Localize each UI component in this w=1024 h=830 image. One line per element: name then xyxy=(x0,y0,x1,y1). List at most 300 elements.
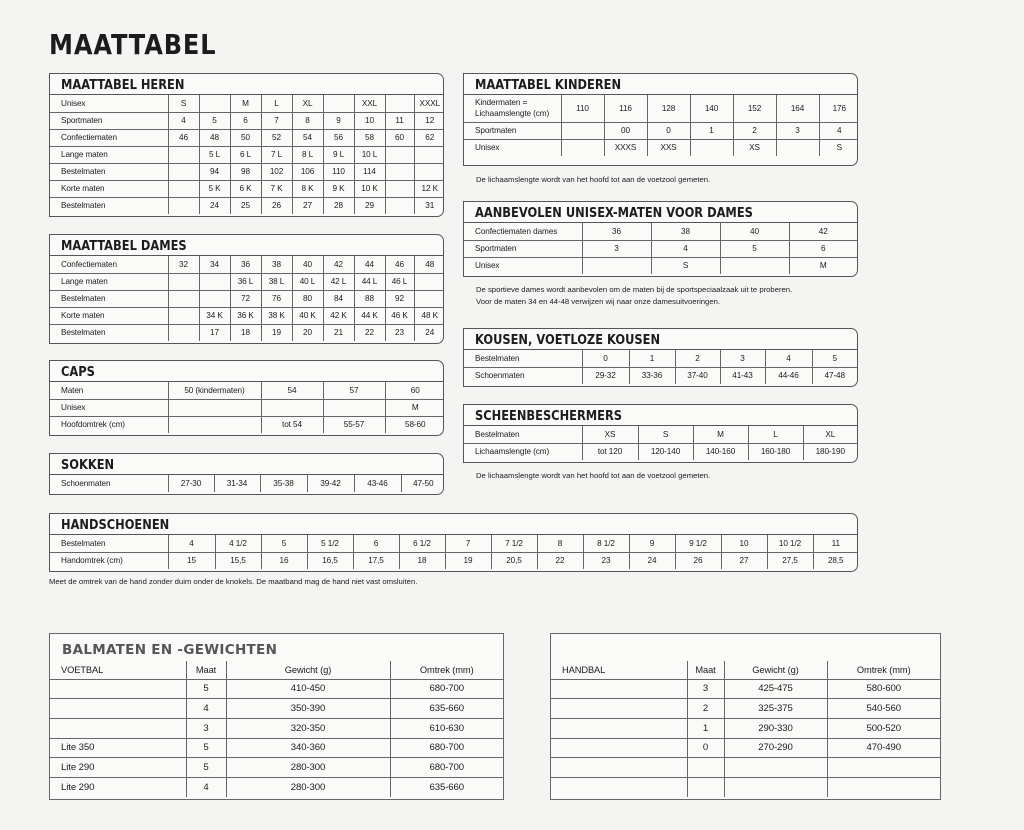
table-cell: 6 xyxy=(353,535,399,552)
table-row xyxy=(551,718,940,738)
table-cell: 9 1/2 xyxy=(675,535,721,552)
table-cell: 3 xyxy=(687,679,724,699)
table-cell: 5 1/2 xyxy=(307,535,353,552)
kousen-table-box xyxy=(463,328,858,387)
table-cell: 22 xyxy=(537,552,583,569)
table-cell: 9 xyxy=(323,112,354,129)
table-cell: 340-360 xyxy=(226,738,390,758)
table-cell: tot 120 xyxy=(582,443,638,460)
table-cell: 102 xyxy=(261,163,292,180)
table-cell: Maat xyxy=(186,661,226,679)
table-cell xyxy=(551,738,687,758)
table-cell: Bestelmaten xyxy=(464,350,582,367)
table-cell: 29 xyxy=(354,197,385,214)
table-cell: 110 xyxy=(561,95,604,122)
table-cell xyxy=(50,718,186,738)
table-cell: Sportmaten xyxy=(464,122,561,139)
table-cell: XXXL xyxy=(419,98,441,108)
table-cell: 6 xyxy=(789,240,857,257)
table-cell: 58 xyxy=(354,129,385,146)
balmaten-title: BALMATEN EN -GEWICHTEN xyxy=(62,642,278,658)
table-cell: 28 xyxy=(323,197,354,214)
table-cell xyxy=(551,679,687,699)
table-cell: 41-43 xyxy=(720,367,765,384)
table-cell: Unisex xyxy=(50,399,168,416)
table-cell: 44-46 xyxy=(765,367,812,384)
table-cell xyxy=(385,95,414,112)
table-cell: 88 xyxy=(354,290,385,307)
table-cell: 52 xyxy=(261,129,292,146)
table-row xyxy=(551,758,940,778)
table-cell: 46 K xyxy=(385,307,414,324)
table-cell: 40 xyxy=(292,256,323,273)
table-cell: 680-700 xyxy=(390,679,503,699)
table-row xyxy=(50,758,503,778)
scheen-note: De lichaamslengte wordt van het hoofd tot aan de voetzool gemeten. xyxy=(476,471,711,480)
table-cell: 48 xyxy=(199,129,230,146)
table-cell: 98 xyxy=(230,163,261,180)
table-cell: 16 xyxy=(261,552,307,569)
table-cell: 46 L xyxy=(385,273,414,290)
table-cell: 11 xyxy=(385,112,414,129)
table-cell: 320-350 xyxy=(226,718,390,738)
table-cell xyxy=(827,758,940,778)
table-row xyxy=(551,699,940,719)
table-cell xyxy=(687,777,724,797)
table-cell: Confectiematen dames xyxy=(464,223,582,240)
caps-table-box xyxy=(49,360,444,436)
table-row xyxy=(50,535,858,552)
table-cell xyxy=(582,257,651,274)
table-cell: 5 K xyxy=(199,180,230,197)
table-cell xyxy=(199,95,230,112)
table-cell: Bestelmaten xyxy=(50,163,168,180)
table-cell xyxy=(323,399,385,416)
table-cell: 38 xyxy=(651,223,720,240)
table-cell: 22 xyxy=(354,324,385,341)
table-cell: Kindermaten = Lichaamslengte (cm) xyxy=(464,95,561,122)
table-cell: Korte maten xyxy=(50,180,168,197)
table-cell xyxy=(168,273,199,290)
table-cell: 8 xyxy=(292,112,323,129)
table-cell: 3 xyxy=(720,350,765,367)
table-cell: 20 xyxy=(292,324,323,341)
table-cell: 94 xyxy=(199,163,230,180)
table-cell: 48 xyxy=(425,259,435,269)
table-cell: 10 xyxy=(354,112,385,129)
table-cell xyxy=(551,699,687,719)
table-cell: 4 xyxy=(186,699,226,719)
table-cell: 6 L xyxy=(230,146,261,163)
table-cell: 47-48 xyxy=(812,367,857,384)
table-cell: 4 xyxy=(819,122,858,139)
table-cell: 9 xyxy=(629,535,675,552)
voetbal-table xyxy=(50,661,503,797)
table-cell: 280-300 xyxy=(226,777,390,797)
scheen-table xyxy=(464,426,857,460)
table-cell: XXS xyxy=(647,139,690,156)
balmaten-handbal-box xyxy=(550,633,941,800)
table-cell: Unisex xyxy=(464,139,561,156)
table-cell xyxy=(168,146,199,163)
table-cell: XXL xyxy=(354,95,385,112)
table-cell: 500-520 xyxy=(827,718,940,738)
table-row xyxy=(50,699,503,719)
table-cell: 540-560 xyxy=(827,699,940,719)
table-cell: 5 xyxy=(720,240,789,257)
table-row xyxy=(50,382,444,399)
table-cell: 128 xyxy=(647,95,690,122)
table-cell: Sportmaten xyxy=(50,112,168,129)
table-row xyxy=(464,426,857,443)
table-cell: M xyxy=(693,426,748,443)
table-cell: 76 xyxy=(261,290,292,307)
table-cell: 25 xyxy=(230,197,261,214)
table-cell: 280-300 xyxy=(226,758,390,778)
heren-table-box xyxy=(49,73,444,217)
table-row xyxy=(50,197,444,214)
table-cell: 0 xyxy=(582,350,629,367)
table-row xyxy=(464,257,857,274)
table-cell: 1 xyxy=(629,350,675,367)
table-row xyxy=(551,661,940,679)
unisex-dames-table-box xyxy=(463,201,858,277)
table-cell: M xyxy=(385,399,444,416)
table-cell: 6 1/2 xyxy=(399,535,445,552)
table-cell: 10 xyxy=(721,535,767,552)
table-cell: 8 1/2 xyxy=(583,535,629,552)
table-cell: 410-450 xyxy=(226,679,390,699)
table-row xyxy=(50,180,444,197)
table-cell: Lichaamslengte (cm) xyxy=(464,443,582,460)
table-cell: 57 xyxy=(323,382,385,399)
balmaten-voetbal-box xyxy=(49,633,504,800)
table-cell: 16,5 xyxy=(307,552,353,569)
table-cell xyxy=(168,180,199,197)
table-cell: 610-630 xyxy=(390,718,503,738)
unisex-dames-table xyxy=(464,223,857,274)
handschoenen-note: Meet de omtrek van de hand zonder duim onder de knokels. De maatband mag de hand niet vast omsluiten. xyxy=(49,577,418,586)
table-cell: VOETBAL xyxy=(50,661,186,679)
table-cell: 42 K xyxy=(323,307,354,324)
table-cell: 15,5 xyxy=(215,552,261,569)
table-cell: 5 xyxy=(199,112,230,129)
table-cell: Bestelmaten xyxy=(50,197,168,214)
table-cell xyxy=(323,95,354,112)
table-cell: 20,5 xyxy=(491,552,537,569)
table-cell: 17 xyxy=(199,324,230,341)
table-cell: 47-50 xyxy=(413,479,434,488)
table-cell: 42 xyxy=(818,226,828,236)
scheen-title: SCHEENBESCHERMERS xyxy=(464,405,857,426)
table-cell: 290-330 xyxy=(724,718,827,738)
table-cell xyxy=(168,307,199,324)
kousen-table xyxy=(464,350,857,384)
table-cell: 33-36 xyxy=(629,367,675,384)
table-cell: 24 xyxy=(199,197,230,214)
table-cell xyxy=(50,699,186,719)
table-row xyxy=(551,738,940,758)
table-cell: 40 K xyxy=(292,307,323,324)
caps-table xyxy=(50,382,444,433)
table-cell xyxy=(690,139,733,156)
table-cell xyxy=(414,273,444,290)
table-row xyxy=(50,416,444,433)
table-row xyxy=(464,95,858,122)
table-cell: 6 K xyxy=(230,180,261,197)
table-cell: 635-660 xyxy=(390,777,503,797)
table-cell: 27 xyxy=(292,197,323,214)
unisex-dames-note-2: Voor de maten 34 en 44-48 verwijzen wij naar onze damesuitvoeringen. xyxy=(476,297,721,306)
table-cell: 34 xyxy=(199,256,230,273)
table-cell: 58-60 xyxy=(385,416,444,433)
table-cell xyxy=(724,758,827,778)
table-cell: 4 1/2 xyxy=(215,535,261,552)
table-cell xyxy=(385,197,414,214)
table-row xyxy=(50,129,444,146)
table-row xyxy=(464,223,857,240)
table-cell: 54 xyxy=(261,382,323,399)
table-cell xyxy=(414,146,444,163)
table-cell: tot 54 xyxy=(261,416,323,433)
table-cell: 27 xyxy=(721,552,767,569)
table-cell: 21 xyxy=(323,324,354,341)
table-row xyxy=(50,290,444,307)
table-row xyxy=(50,661,503,679)
table-row xyxy=(464,122,858,139)
table-cell: 42 xyxy=(323,256,354,273)
table-cell: Handomtrek (cm) xyxy=(50,552,168,569)
table-cell: 18 xyxy=(399,552,445,569)
table-cell: 40 xyxy=(720,223,789,240)
table-cell: 270-290 xyxy=(724,738,827,758)
table-cell: S xyxy=(819,139,858,156)
table-cell: 9 K xyxy=(323,180,354,197)
table-cell: 19 xyxy=(445,552,491,569)
table-cell: 350-390 xyxy=(226,699,390,719)
table-cell: 5 xyxy=(186,738,226,758)
table-cell: 10 L xyxy=(354,146,385,163)
table-row xyxy=(464,350,857,367)
table-cell: 140 xyxy=(690,95,733,122)
table-cell: S xyxy=(168,95,199,112)
table-row xyxy=(464,139,858,156)
table-cell: 3 xyxy=(776,122,819,139)
table-cell: 8 L xyxy=(292,146,323,163)
table-cell: M xyxy=(230,95,261,112)
table-cell xyxy=(551,758,687,778)
table-cell: 38 xyxy=(261,256,292,273)
table-cell: Omtrek (mm) xyxy=(827,661,940,679)
table-cell: 0 xyxy=(687,738,724,758)
table-cell: 80 xyxy=(292,290,323,307)
table-cell: 72 xyxy=(230,290,261,307)
table-cell: 15 xyxy=(168,552,215,569)
table-cell: 32 xyxy=(168,256,199,273)
page-title: MAATTABEL xyxy=(49,28,217,61)
table-cell xyxy=(720,257,789,274)
table-cell: 5 xyxy=(832,353,837,363)
table-cell: 18 xyxy=(230,324,261,341)
table-cell xyxy=(827,777,940,797)
table-cell: 44 xyxy=(354,256,385,273)
table-cell: Bestelmaten xyxy=(50,324,168,341)
table-cell: 12 xyxy=(414,112,444,129)
table-cell xyxy=(776,139,819,156)
table-cell: 55-57 xyxy=(323,416,385,433)
table-cell: 580-600 xyxy=(827,679,940,699)
table-cell: 7 L xyxy=(261,146,292,163)
table-cell: 39-42 xyxy=(307,475,354,492)
table-row xyxy=(50,718,503,738)
table-cell: 120-140 xyxy=(638,443,693,460)
table-row xyxy=(551,679,940,699)
table-cell: Lite 350 xyxy=(50,738,186,758)
table-cell: 37-40 xyxy=(675,367,720,384)
table-cell: 1 xyxy=(690,122,733,139)
table-cell: 3 xyxy=(582,240,651,257)
table-row xyxy=(50,256,444,273)
table-cell: 6 xyxy=(230,112,261,129)
table-cell xyxy=(385,180,414,197)
dames-table-box xyxy=(49,234,444,344)
table-cell: 114 xyxy=(354,163,385,180)
table-cell: 2 xyxy=(733,122,776,139)
table-cell: 106 xyxy=(292,163,323,180)
table-cell: 62 xyxy=(414,129,444,146)
table-cell: 4 xyxy=(168,535,215,552)
unisex-dames-note-1: De sportieve dames wordt aanbevolen om de maten bij de sportspeciaalzaak uit te proberen. xyxy=(476,285,793,294)
table-cell: 176 xyxy=(832,103,846,113)
table-cell: L xyxy=(748,426,803,443)
table-cell xyxy=(50,679,186,699)
table-cell: Maat xyxy=(687,661,724,679)
kinderen-table-box xyxy=(463,73,858,166)
table-cell: Lange maten xyxy=(50,273,168,290)
table-cell: 38 K xyxy=(261,307,292,324)
table-cell xyxy=(261,399,323,416)
table-cell: Bestelmaten xyxy=(50,535,168,552)
table-cell: Hoofdomtrek (cm) xyxy=(50,416,168,433)
table-row xyxy=(50,777,503,797)
kousen-title: KOUSEN, VOETLOZE KOUSEN xyxy=(464,329,857,350)
table-row xyxy=(50,146,444,163)
table-cell: 0 xyxy=(647,122,690,139)
table-cell: Unisex xyxy=(50,95,168,112)
table-cell: 54 xyxy=(292,129,323,146)
table-cell: 5 xyxy=(261,535,307,552)
table-cell: 36 L xyxy=(230,273,261,290)
table-cell: 325-375 xyxy=(724,699,827,719)
table-row xyxy=(464,367,857,384)
table-cell xyxy=(168,416,261,433)
table-row xyxy=(551,777,940,797)
heren-table xyxy=(50,95,444,214)
table-cell: 60 xyxy=(410,385,420,395)
table-cell: 4 xyxy=(186,777,226,797)
table-cell: XS xyxy=(733,139,776,156)
table-cell: 680-700 xyxy=(390,738,503,758)
table-cell: M xyxy=(789,257,857,274)
kinderen-title: MAATTABEL KINDEREN xyxy=(464,74,857,95)
table-cell: 36 xyxy=(230,256,261,273)
table-cell: Schoenmaten xyxy=(50,475,168,492)
table-cell: Confectiematen xyxy=(50,129,168,146)
table-cell: Maten xyxy=(50,382,168,399)
sokken-table-box xyxy=(49,453,444,495)
table-cell: 92 xyxy=(385,290,414,307)
table-cell: 164 xyxy=(776,95,819,122)
table-row xyxy=(50,163,444,180)
table-cell: 19 xyxy=(261,324,292,341)
table-cell xyxy=(414,290,444,307)
table-cell xyxy=(551,718,687,738)
table-cell xyxy=(168,399,261,416)
table-cell: 3 xyxy=(186,718,226,738)
table-row xyxy=(50,307,444,324)
table-cell xyxy=(168,163,199,180)
table-cell: Bestelmaten xyxy=(50,290,168,307)
table-cell xyxy=(385,163,414,180)
table-cell: 8 xyxy=(537,535,583,552)
table-cell: 46 xyxy=(168,129,199,146)
table-row xyxy=(50,95,444,112)
table-cell: L xyxy=(261,95,292,112)
handschoenen-title: HANDSCHOENEN xyxy=(50,514,857,535)
table-cell: Confectiematen xyxy=(50,256,168,273)
table-cell xyxy=(551,777,687,797)
table-cell: 31-34 xyxy=(214,475,260,492)
table-cell: 36 xyxy=(582,223,651,240)
table-cell: Omtrek (mm) xyxy=(390,661,503,679)
table-cell: Lite 290 xyxy=(50,758,186,778)
table-cell: 24 xyxy=(414,324,444,341)
table-cell: 12 K xyxy=(414,180,444,197)
table-cell: Schoenmaten xyxy=(464,367,582,384)
table-cell: 23 xyxy=(583,552,629,569)
table-cell: S xyxy=(651,257,720,274)
table-cell: 7 1/2 xyxy=(491,535,537,552)
kinderen-note: De lichaamslengte wordt van het hoofd tot aan de voetzool gemeten. xyxy=(476,175,711,184)
table-cell xyxy=(561,122,604,139)
table-cell: 00 xyxy=(604,122,647,139)
table-cell: 10 K xyxy=(354,180,385,197)
table-cell: 29-32 xyxy=(582,367,629,384)
handschoenen-table xyxy=(50,535,858,569)
table-cell xyxy=(687,758,724,778)
table-row xyxy=(50,324,444,341)
table-cell: Korte maten xyxy=(50,307,168,324)
table-cell: 635-660 xyxy=(390,699,503,719)
handschoenen-table-box xyxy=(49,513,858,572)
table-cell: 84 xyxy=(323,290,354,307)
table-cell xyxy=(199,290,230,307)
table-cell: 48 K xyxy=(414,307,444,324)
table-cell: 116 xyxy=(604,95,647,122)
table-cell xyxy=(385,146,414,163)
table-cell: 470-490 xyxy=(827,738,940,758)
sokken-table xyxy=(50,475,444,492)
table-row xyxy=(464,443,857,460)
table-cell: 38 L xyxy=(261,273,292,290)
table-cell: Bestelmaten xyxy=(464,426,582,443)
handbal-table xyxy=(551,661,940,797)
table-cell: 8 K xyxy=(292,180,323,197)
table-cell: 9 L xyxy=(323,146,354,163)
table-row xyxy=(50,273,444,290)
table-cell: Lite 290 xyxy=(50,777,186,797)
table-cell: 7 xyxy=(445,535,491,552)
